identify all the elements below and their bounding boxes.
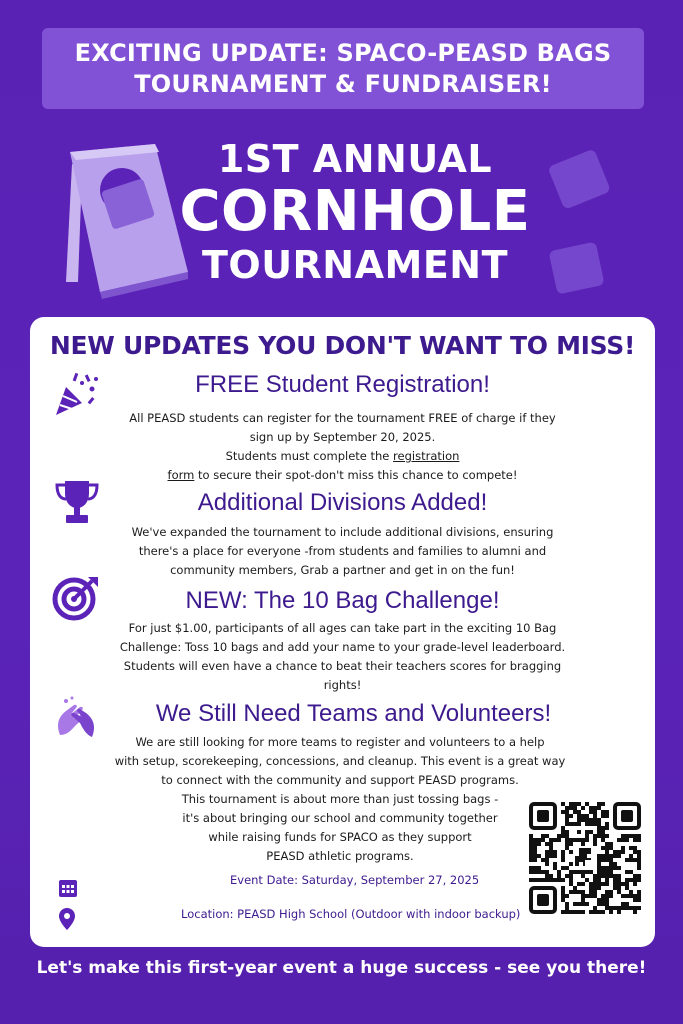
body-line: rights!	[323, 678, 362, 692]
body-line: We are still looking for more teams to register and volunteers to a help	[135, 735, 545, 749]
title-line-2: CORNHOLE	[179, 179, 531, 244]
card-heading: NEW UPDATES YOU DON'T WANT TO MISS!	[49, 331, 636, 360]
title-line-3: TOURNAMENT	[201, 243, 509, 287]
body-line: PEASD athletic programs.	[266, 849, 414, 863]
body-line: community members, Grab a partner and get in on the fun!	[170, 563, 515, 577]
body-line: there's a place for everyone -from students and families to alumni and	[138, 544, 547, 558]
qr-code[interactable]	[529, 802, 641, 914]
section-heading-divisions: Additional Divisions Added!	[197, 489, 488, 516]
body-line: to connect with the community and support PEASD programs.	[161, 773, 519, 787]
body-line: This tournament is about more than just tossing bags -	[181, 792, 499, 806]
registration-link[interactable]: registration	[393, 449, 460, 463]
event-location: Location: PEASD High School (Outdoor with indoor backup)	[181, 907, 521, 921]
body-line: For just $1.00, participants of all ages can take part in the exciting 10 Bag	[128, 621, 557, 635]
body-text: to secure their spot-don't miss this chance to compete!	[198, 468, 518, 482]
footer-message: Let's make this first-year event a huge success - see you there!	[36, 958, 647, 978]
body-line	[30, 466, 655, 485]
body-line: We've expanded the tournament to include additional divisions, ensuring	[131, 525, 554, 539]
body-line: while raising funds for SPACO as they support	[208, 830, 472, 844]
body-line: Students will even have a chance to beat their teachers scores for bragging	[123, 659, 562, 673]
body-text: Students must complete the	[225, 449, 390, 463]
body-line: Challenge: Toss 10 bags and add your name to your grade-level leaderboard.	[119, 640, 566, 654]
form-link[interactable]: form	[167, 468, 195, 482]
bean-bag-icon	[545, 240, 610, 300]
location-pin-icon	[58, 907, 76, 931]
banner-line-1: EXCITING UPDATE: SPACO-PEASD BAGS	[74, 39, 612, 67]
banner-line-2: TOURNAMENT & FUNDRAISER!	[134, 70, 552, 98]
section-body-divisions	[30, 523, 655, 580]
body-line: it's about bringing our school and community together	[182, 811, 498, 825]
calendar-icon	[58, 878, 78, 898]
body-line	[30, 447, 655, 466]
section-heading-bag-challenge: NEW: The 10 Bag Challenge!	[185, 587, 500, 614]
body-line: with setup, scorekeeping, concessions, and cleanup. This event is a great way	[114, 754, 566, 768]
bean-bag-icon	[545, 146, 615, 216]
event-date: Event Date: Saturday, September 27, 2025	[230, 873, 480, 887]
section-body-bag-challenge	[30, 619, 655, 695]
top-banner	[42, 28, 644, 109]
event-title	[170, 134, 540, 287]
body-line: All PEASD students can register for the tournament FREE of charge if they	[129, 411, 556, 425]
section-body-registration	[30, 409, 655, 485]
section-heading-volunteers: We Still Need Teams and Volunteers!	[155, 700, 552, 727]
body-line: sign up by September 20, 2025.	[249, 430, 436, 444]
title-line-1: 1ST ANNUAL	[217, 137, 493, 181]
section-heading-registration: FREE Student Registration!	[195, 371, 490, 398]
